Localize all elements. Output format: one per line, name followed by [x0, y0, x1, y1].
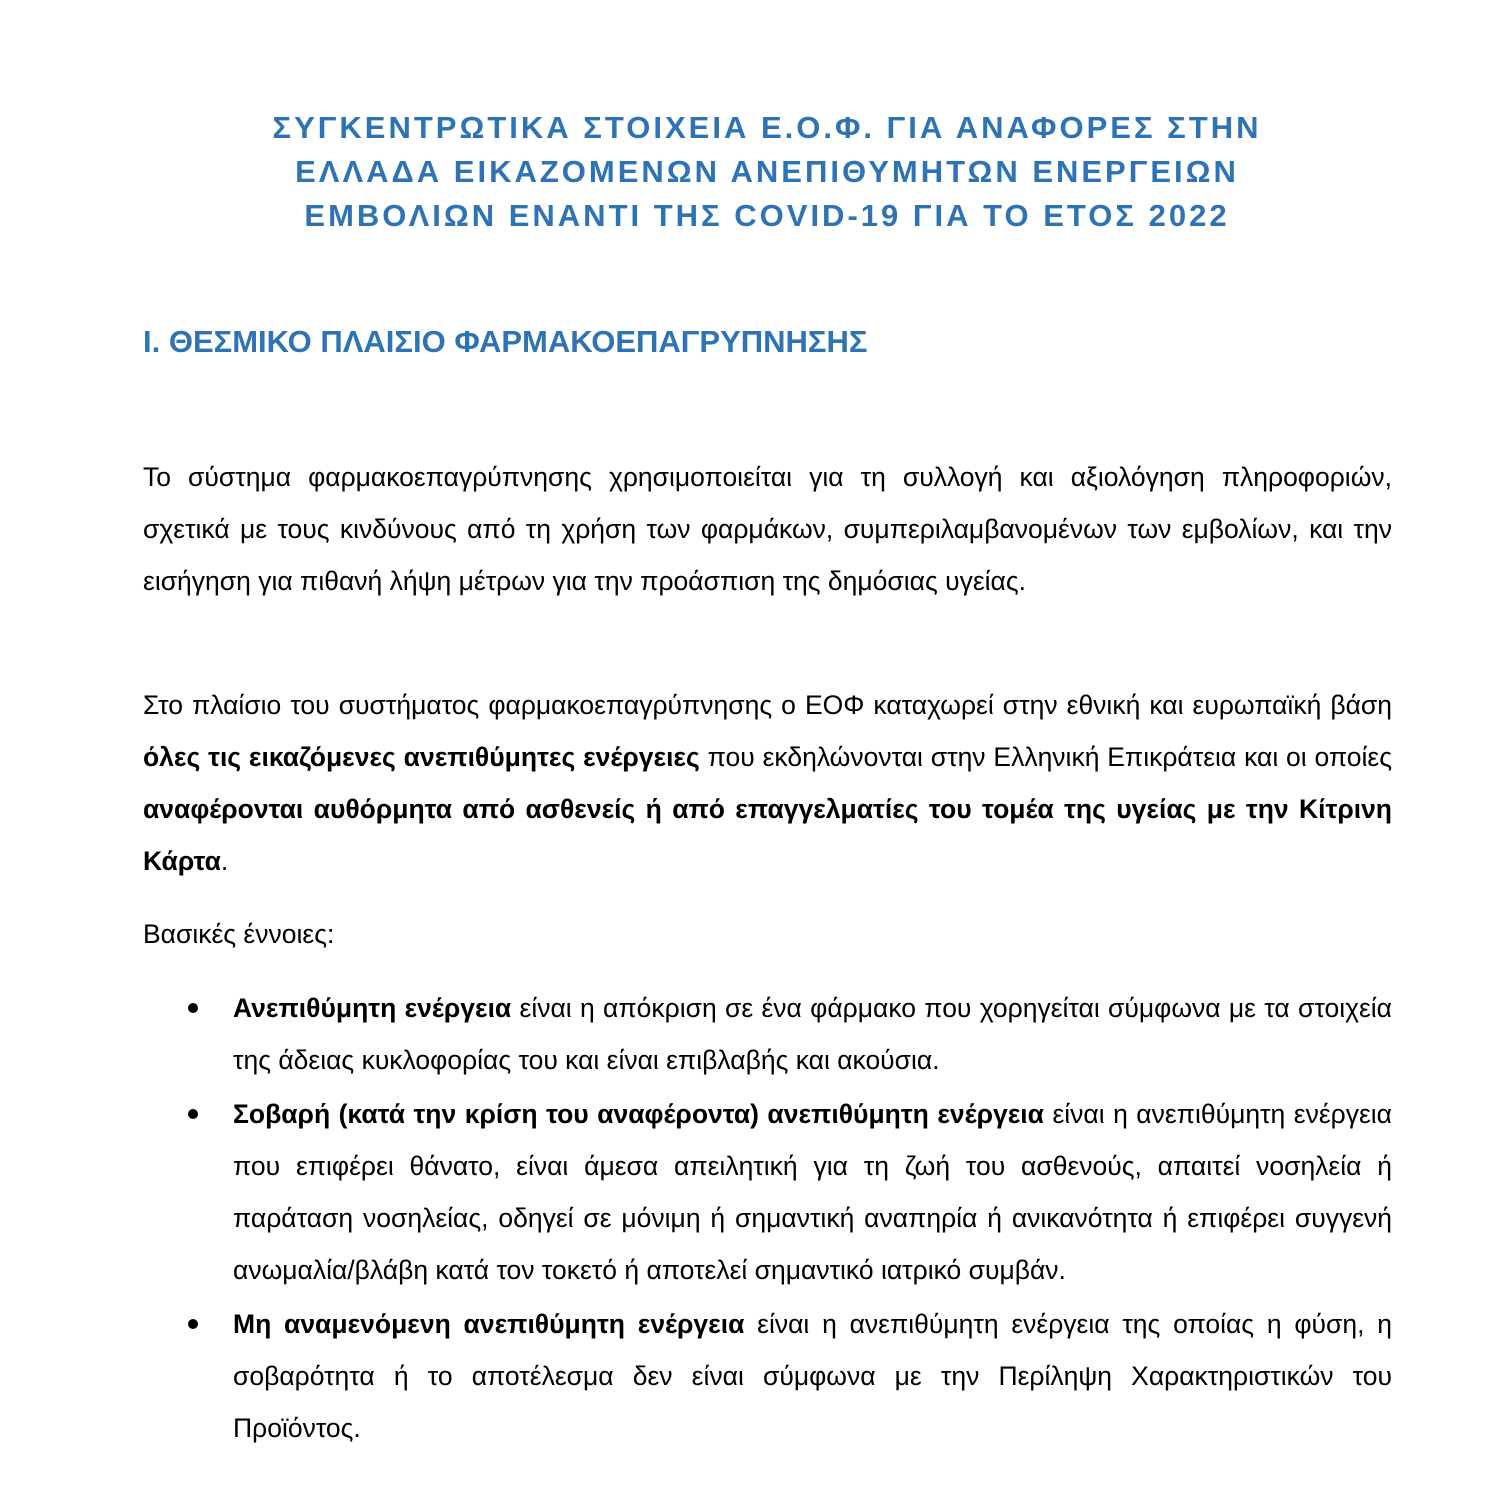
- paragraph-text: .: [220, 846, 229, 876]
- concept-definition: είναι η ανεπιθύμητη ενέργεια της οποίας η φύση, η σοβαρότητα ή το αποτέλεσμα δεν είναι σύμφωνα με την Περίληψη Χαρακτηριστικών του Προϊόντος.: [233, 1309, 1392, 1443]
- document-title: [140, 106, 1394, 238]
- paragraph-pharmacovigilance-intro: Το σύστημα φαρμακοεπαγρύπνησης χρησιμοποιείται για τη συλλογή και αξιολόγηση πληροφοριών, σχετικά με τους κινδύνους από τη χρήση των φαρμάκων, συμπεριλαμβανομένων των εμβολίων, και την εισήγηση για πιθανή λήψη μέτρων για την προάσπιση της δημόσιας υγείας.: [143, 462, 1392, 596]
- paragraph-eof-registration: [143, 679, 1392, 887]
- concept-term: Ανεπιθύμητη ενέργεια: [233, 993, 512, 1023]
- concept-term: Σοβαρή (κατά την κρίση του αναφέροντα) ανεπιθύμητη ενέργεια: [233, 1099, 1044, 1129]
- concepts-label: Βασικές έννοιες:: [143, 919, 335, 949]
- bullet-icon: [188, 1003, 198, 1013]
- paragraph-text: Στο πλαίσιο του συστήματος φαρμακοεπαγρύπνησης ο ΕΟΦ καταχωρεί στην εθνική και ευρωπαϊκή βάση: [143, 690, 1392, 720]
- list-item: [233, 982, 1392, 1086]
- title-line-1: ΣΥΓΚΕΝΤΡΩΤΙΚΑ ΣΤΟΙΧΕΙΑ Ε.Ο.Φ. ΓΙΑ ΑΝΑΦΟΡΕΣ ΣΤΗΝ: [272, 110, 1262, 145]
- concepts-list: [233, 982, 1392, 1456]
- title-line-2: ΕΛΛΑΔΑ ΕΙΚΑΖΟΜΕΝΩΝ ΑΝΕΠΙΘΥΜΗΤΩΝ ΕΝΕΡΓΕΙΩΝ: [295, 154, 1239, 189]
- paragraph-text: που εκδηλώνονται στην Ελληνική Επικράτεια και οι οποίες: [699, 742, 1392, 772]
- bullet-icon: [188, 1109, 198, 1119]
- concept-term: Μη αναμενόμενη ανεπιθύμητη ενέργεια: [233, 1309, 745, 1339]
- bullet-icon: [188, 1319, 198, 1329]
- paragraph-bold-text: αναφέρονται αυθόρμητα από ασθενείς ή από επαγγελματίες του τομέα της υγείας με την Κίτρινη Κάρτα: [143, 794, 1392, 876]
- list-item: [233, 1088, 1392, 1296]
- concept-definition: είναι η ανεπιθύμητη ενέργεια που επιφέρει θάνατο, είναι άμεσα απειλητική για τη ζωή του ασθενούς, απαιτεί νοσηλεία ή παράταση νοσηλείας, οδηγεί σε μόνιμη ή σημαντική αναπηρία ή ανικανότητα ή επιφέρει συγγενή ανωμαλία/βλάβη κατά τον τοκετό ή αποτελεί σημαντικό ιατρικό συμβάν.: [233, 1099, 1392, 1285]
- list-item: [233, 1298, 1392, 1454]
- paragraph-bold-text: όλες τις εικαζόμενες ανεπιθύμητες ενέργειες: [143, 742, 700, 772]
- section-heading: I. ΘΕΣΜΙΚΟ ΠΛΑΙΣΙΟ ΦΑΡΜΑΚΟΕΠΑΓΡΥΠΝΗΣΗΣ: [143, 324, 868, 359]
- title-line-3: ΕΜΒΟΛΙΩΝ ΕΝΑΝΤΙ ΤΗΣ COVID-19 ΓΙΑ ΤΟ ΕΤΟΣ 2022: [304, 198, 1230, 233]
- concept-definition: είναι η απόκριση σε ένα φάρμακο που χορηγείται σύμφωνα με τα στοιχεία της άδειας κυκλοφορίας του και είναι επιβλαβής και ακούσια.: [233, 993, 1393, 1075]
